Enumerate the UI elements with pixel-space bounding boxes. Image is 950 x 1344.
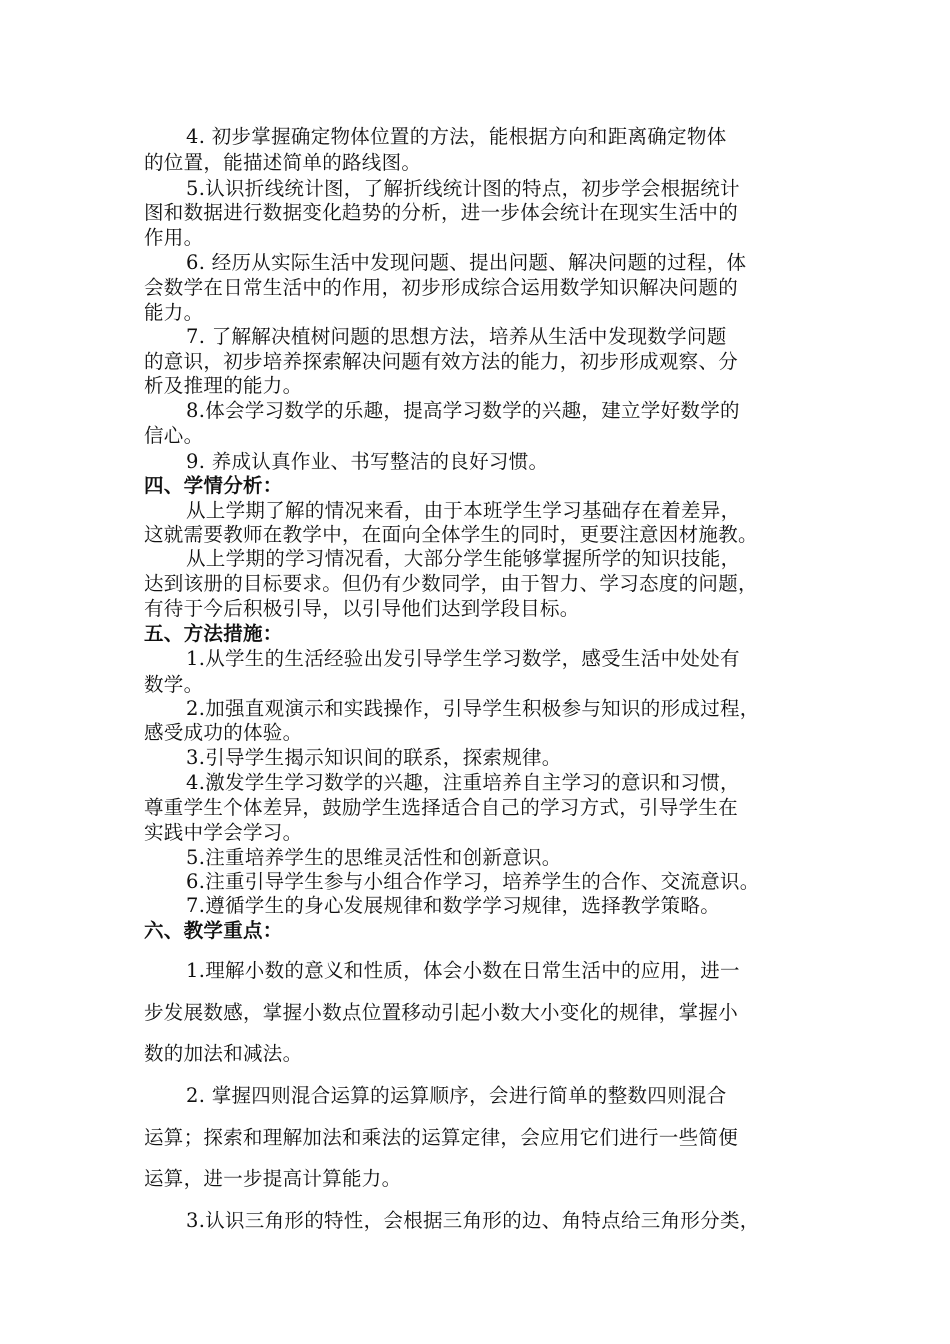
text-line: 从上学期了解的情况来看，由于本班学生学习基础存在着差异， [186,499,741,522]
text-line: 6.注重引导学生参与小组合作学习，培养学生的合作、交流意识。 [186,870,760,893]
text-line: 的位置，能描述简单的路线图。 [144,151,422,174]
text-line: 3.引导学生揭示知识间的联系，探索规律。 [186,746,562,769]
text-line: 数学。 [144,673,204,696]
section-heading: 四、学情分析： [144,474,283,497]
text-line: 这就需要教师在教学中，在面向全体学生的同时，更要注意因材施教。 [144,523,758,546]
text-line: 运算；探索和理解加法和乘法的运算定律，会应用它们进行一些简便 [144,1126,739,1149]
text-line: 9. 养成认真作业、书写整洁的良好习惯。 [186,450,549,473]
text-line: 1.理解小数的意义和性质，体会小数在日常生活中的应用，进一 [186,959,740,982]
text-line: 实践中学会学习。 [144,821,303,844]
text-line: 数的加法和减法。 [144,1042,303,1065]
text-line: 会数学在日常生活中的作用，初步形成综合运用数学知识解决问题的 [144,276,739,299]
text-line: 2.加强直观演示和实践操作，引导学生积极参与知识的形成过程， [186,697,760,720]
text-line: 能力。 [144,301,204,324]
text-line: 2. 掌握四则混合运算的运算顺序，会进行简单的整数四则混合 [186,1084,727,1107]
text-line: 有待于今后积极引导，以引导他们达到学段目标。 [144,597,580,620]
text-line: 1.从学生的生活经验出发引导学生学习数学，感受生活中处处有 [186,647,740,670]
text-line: 步发展数感，掌握小数点位置移动引起小数大小变化的规律，掌握小 [144,1001,739,1024]
text-line: 4.激发学生学习数学的兴趣，注重培养自主学习的意识和习惯， [186,771,740,794]
text-line: 作用。 [144,226,204,249]
text-line: 7.遵循学生的身心发展规律和数学学习规律，选择教学策略。 [186,894,721,917]
text-line: 尊重学生个体差异，鼓励学生选择适合自己的学习方式，引导学生在 [144,796,739,819]
text-line: 3.认识三角形的特性，会根据三角形的边、角特点给三角形分类， [186,1209,760,1232]
text-line: 4. 初步掌握确定物体位置的方法，能根据方向和距离确定物体 [186,125,727,148]
text-line: 图和数据进行数据变化趋势的分析，进一步体会统计在现实生活中的 [144,201,739,224]
text-line: 5.注重培养学生的思维灵活性和创新意识。 [186,846,562,869]
text-line: 8.体会学习数学的乐趣，提高学习数学的兴趣，建立学好数学的 [186,399,740,422]
text-line: 的意识，初步培养探索解决问题有效方法的能力，初步形成观察、分 [144,350,739,373]
text-line: 6. 经历从实际生活中发现问题、提出问题、解决问题的过程，体 [186,251,747,274]
section-heading: 五、方法措施： [144,622,283,645]
text-line: 运算，进一步提高计算能力。 [144,1167,402,1190]
text-line: 7. 了解解决植树问题的思想方法，培养从生活中发现数学问题 [186,325,727,348]
section-heading: 六、教学重点： [144,919,283,942]
text-line: 达到该册的目标要求。但仍有少数同学，由于智力、学习态度的问题， [144,572,758,595]
text-line: 感受成功的体验。 [144,721,303,744]
text-line: 5.认识折线统计图，了解折线统计图的特点，初步学会根据统计 [186,177,740,200]
text-line: 析及推理的能力。 [144,374,303,397]
text-line: 从上学期的学习情况看，大部分学生能够掌握所学的知识技能， [186,547,741,570]
text-line: 信心。 [144,424,204,447]
